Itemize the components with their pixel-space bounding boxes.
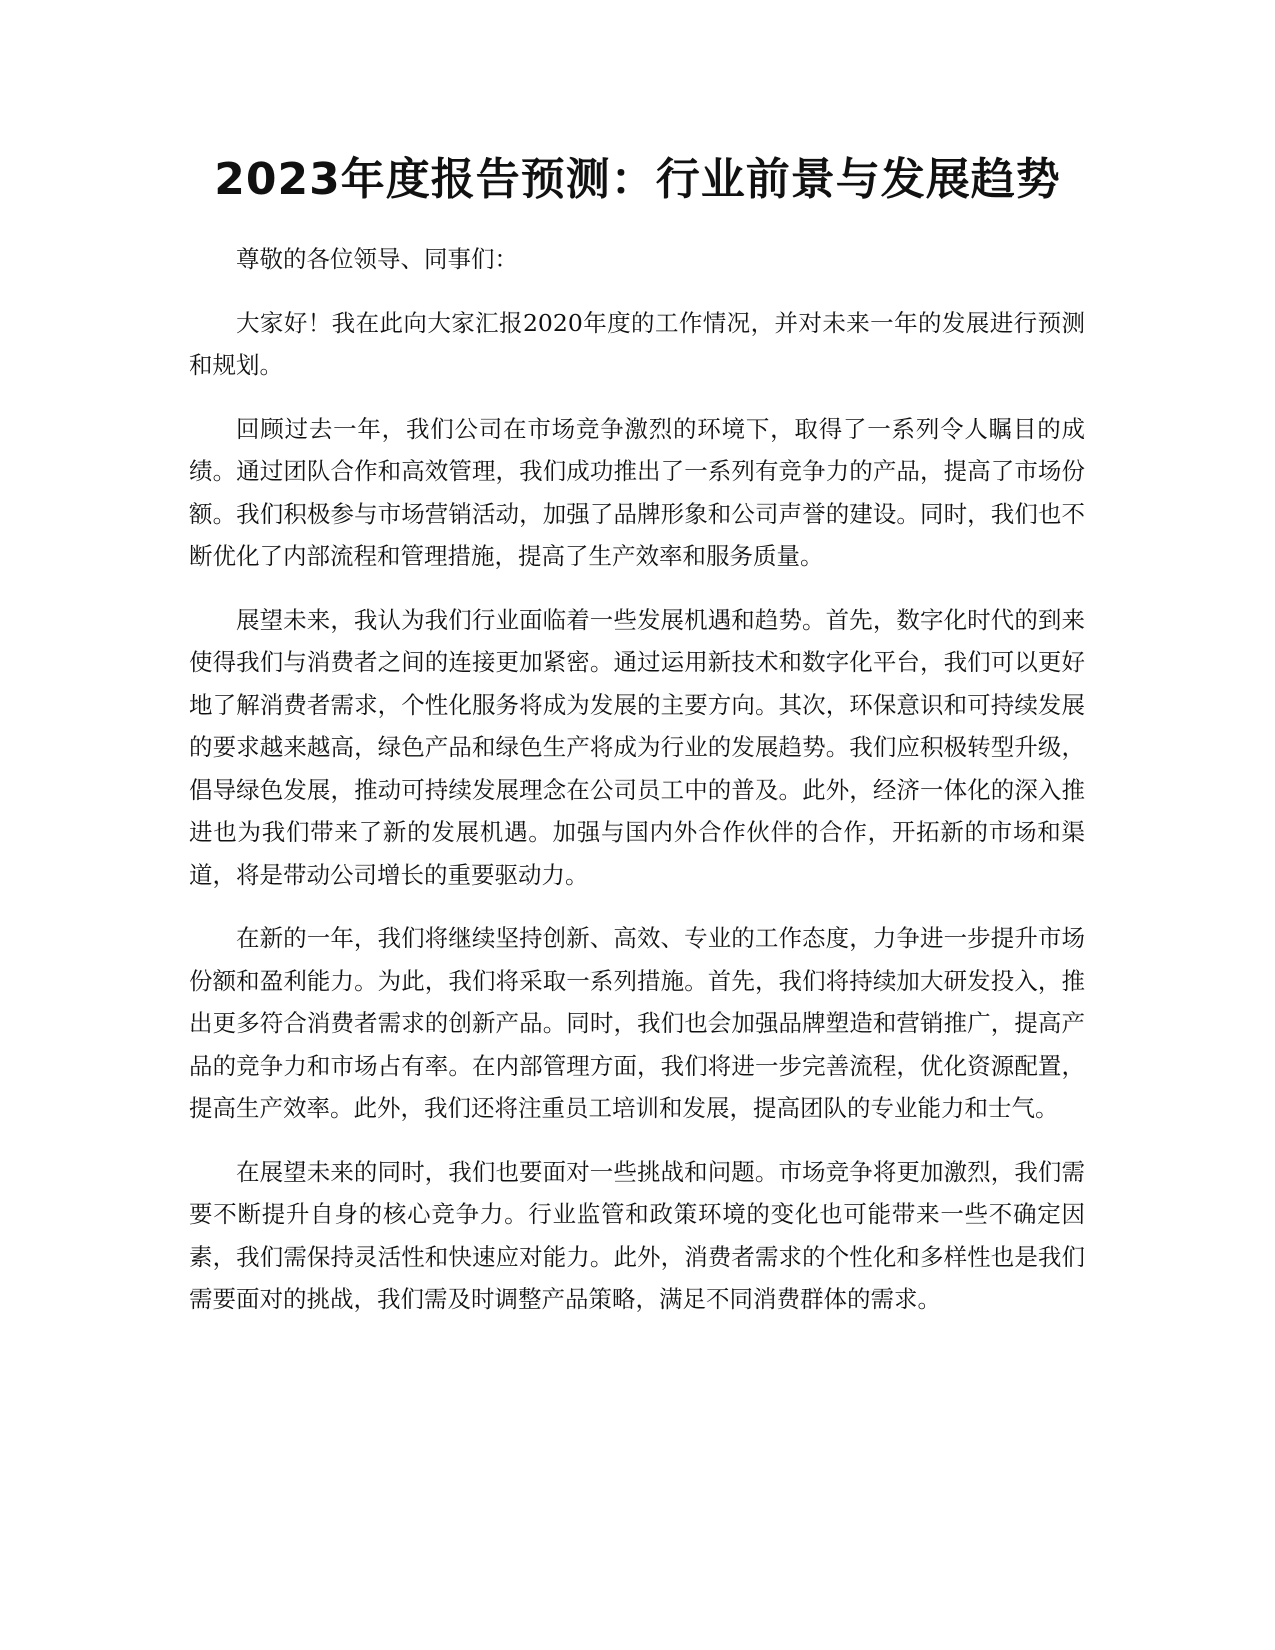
paragraph-greeting: 大家好！我在此向大家汇报2020年度的工作情况，并对未来一年的发展进行预测和规划。 [189,308,1085,379]
paragraph-salutation: 尊敬的各位领导、同事们： [236,245,518,273]
paragraph-plan: 在新的一年，我们将继续坚持创新、高效、专业的工作态度，力争进一步提升市场份额和盈利能力。为此，我们将采取一系列措施。首先，我们将持续加大研发投入，推出更多符合消费者需求的创新产品。同时，我们也会加强品牌塑造和营销推广，提高产品的竞争力和市场占有率。在内部管理方面，我们将进一步完善流程，优化资源配置，提高生产效率。此外，我们还将注重员工培训和发展，提高团队的专业能力和士气。 [189,924,1085,1122]
paragraph-outlook: 展望未来，我认为我们行业面临着一些发展机遇和趋势。首先，数字化时代的到来使得我们与消费者之间的连接更加紧密。通过运用新技术和数字化平台，我们可以更好地了解消费者需求，个性化服务将成为发展的主要方向。其次，环保意识和可持续发展的要求越来越高，绿色产品和绿色生产将成为行业的发展趋势。我们应积极转型升级，倡导绿色发展，推动可持续发展理念在公司员工中的普及。此外，经济一体化的深入推进也为我们带来了新的发展机遇。加强与国内外合作伙伴的合作，开拓新的市场和渠道，将是带动公司增长的重要驱动力。 [189,605,1085,889]
document-body [189,238,1085,1342]
document-title: 2023年度报告预测：行业前景与发展趋势 [214,154,1061,205]
paragraph-review: 回顾过去一年，我们公司在市场竞争激烈的环境下，取得了一系列令人瞩目的成绩。通过团队合作和高效管理，我们成功推出了一系列有竞争力的产品，提高了市场份额。我们积极参与市场营销活动，加强了品牌形象和公司声誉的建设。同时，我们也不断优化了内部流程和管理措施，提高了生产效率和服务质量。 [189,414,1085,570]
paragraph-challenges: 在展望未来的同时，我们也要面对一些挑战和问题。市场竞争将更加激烈，我们需要不断提升自身的核心竞争力。行业监管和政策环境的变化也可能带来一些不确定因素，我们需保持灵活性和快速应对能力。此外，消费者需求的个性化和多样性也是我们需要面对的挑战，我们需及时调整产品策略，满足不同消费群体的需求。 [189,1157,1085,1313]
